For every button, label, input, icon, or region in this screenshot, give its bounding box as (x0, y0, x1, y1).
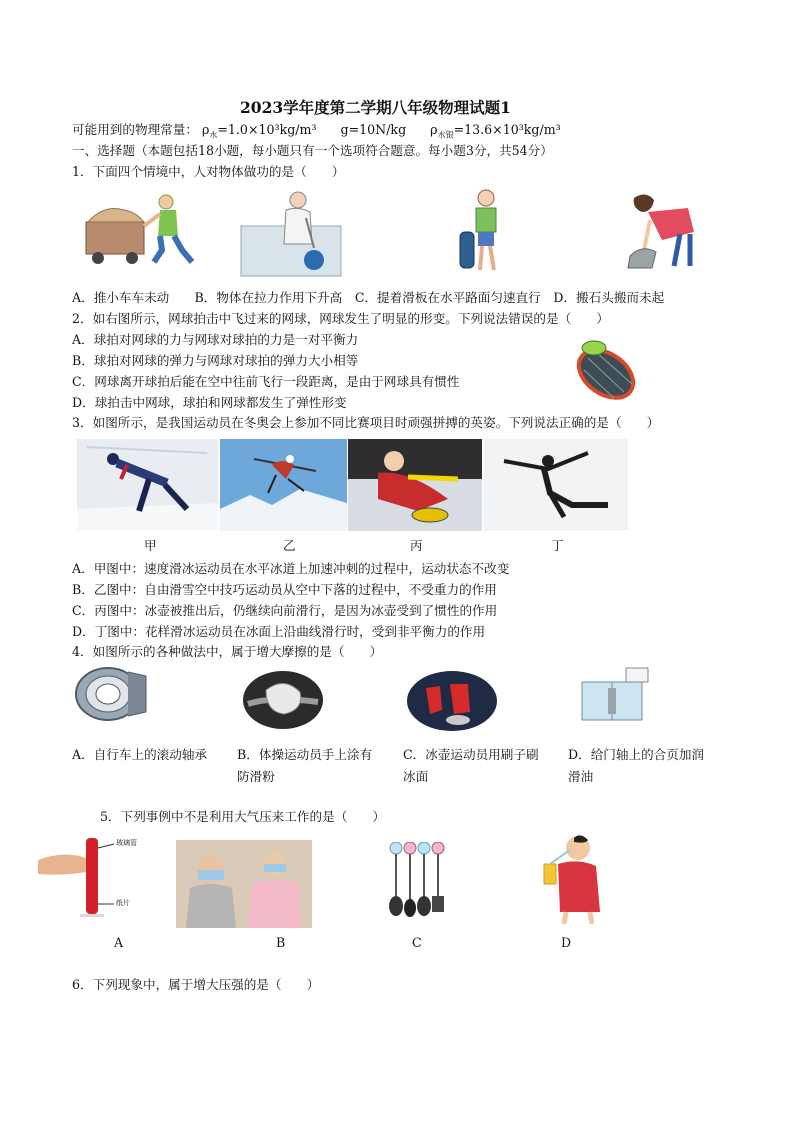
q3-label-jia: 甲 (144, 538, 157, 553)
tennis-racket-image (574, 336, 644, 404)
lifting-object-image (240, 188, 344, 278)
q3-option-d: D．丁图中：花样滑冰运动员在冰面上沿曲线滑行时，受到非平衡力的作用 (72, 624, 486, 639)
injection-image (176, 840, 312, 928)
q1-stem: 1．下面四个情境中，人对物体做功的是（ ） (72, 164, 345, 179)
q3-option-a: A．甲图中：速度滑冰运动员在水平冰道上加速冲刺的过程中，运动状态不改变 (72, 561, 510, 576)
suction-hooks-image (386, 842, 450, 918)
figure-skating-image (484, 439, 628, 531)
aerial-skiing-image (220, 439, 347, 531)
q5-label-c: C (412, 935, 422, 950)
q3-option-c: C．丙图中：冰壶被推出后，仍继续向前滑行，是因为冰壶受到了惯性的作用 (72, 603, 498, 618)
q5-label-d: D (561, 935, 572, 950)
q2-option-d: D．球拍击中网球，球拍和网球都发生了弹性形变 (72, 395, 347, 410)
q4-option-a: A．自行车上的滚动轴承 (72, 747, 208, 762)
q5-stem: 5．下列事例中不是利用大气压来工作的是（ ） (100, 809, 386, 824)
tube-label: 玻璃管 (116, 839, 137, 847)
q3-label-bing: 丙 (410, 538, 423, 553)
q2-option-a: A．球拍对网球的力与网球对球拍的力是一对平衡力 (72, 332, 359, 347)
curling-brush-image (406, 670, 498, 732)
hinge-oil-image (568, 664, 654, 722)
q2-option-b: B．球拍对网球的弹力与网球对球拍的弹力大小相等 (72, 353, 359, 368)
q3-stem: 3．如图所示，是我国运动员在冬奥会上参加不同比赛项目时顽强拼搏的英姿。下列说法正确的是（ ） (72, 415, 660, 430)
chalk-hands-image (242, 670, 324, 730)
lift-stone-image (622, 190, 700, 274)
q4-option-b: B．体操运动员手上涂有 防滑粉 (237, 747, 373, 784)
q3-label-yi: 乙 (283, 538, 296, 553)
q2-stem: 2．如右图所示，网球拍击中飞过来的网球，网球发生了明显的形变。下列说法错误的是（ ） (72, 311, 609, 326)
q5-label-a: A (114, 935, 124, 950)
q4-option-d: D．给门轴上的合页加润 滑油 (568, 747, 705, 784)
q2-option-c: C．网球离开球拍后能在空中往前飞行一段距离，是由于网球具有惯性 (72, 374, 460, 389)
page-title: 2023学年度第二学期八年级物理试题1 (240, 98, 511, 117)
q4-stem: 4．如图所示的各种做法中，属于增大摩擦的是（ ） (72, 644, 383, 659)
constants-line: 可能用到的物理常量： $\rho_水=1.0\times 10^3kg/m^3$ g=10N/kg $\rho_{水银}=13.6\times 10^3kg/m^3$ (72, 122, 561, 140)
push-cart-image (84, 192, 208, 270)
q3-option-b: B．乙图中：自由滑雪空中技巧运动员从空中下落的过程中，不受重力的作用 (72, 582, 497, 597)
speed-skating-image (77, 439, 218, 531)
q3-label-ding: 丁 (551, 538, 564, 553)
tube-paper-figure (36, 834, 154, 920)
carry-skateboard-image (456, 188, 512, 278)
bearing-image (72, 664, 148, 724)
q5-label-b: B (276, 935, 286, 950)
curling-image (348, 439, 482, 531)
paper-label: 纸片 (116, 899, 130, 907)
q4-option-c: C．冰壶运动员用刷子刷 冰面 (403, 747, 539, 784)
q1-options: A．推小车车未动 B．物体在拉力作用下升高 C．提着滑板在水平路面匀速直行 D．搬石头搬而未起 (72, 290, 665, 305)
drinking-straw-image (534, 834, 608, 924)
q6-stem: 6．下列现象中，属于增大压强的是（ ） (72, 977, 320, 992)
section-heading: 一、选择题（本题包括18小题，每小题只有一个选项符合题意。每小题3分，共54分） (72, 143, 553, 158)
